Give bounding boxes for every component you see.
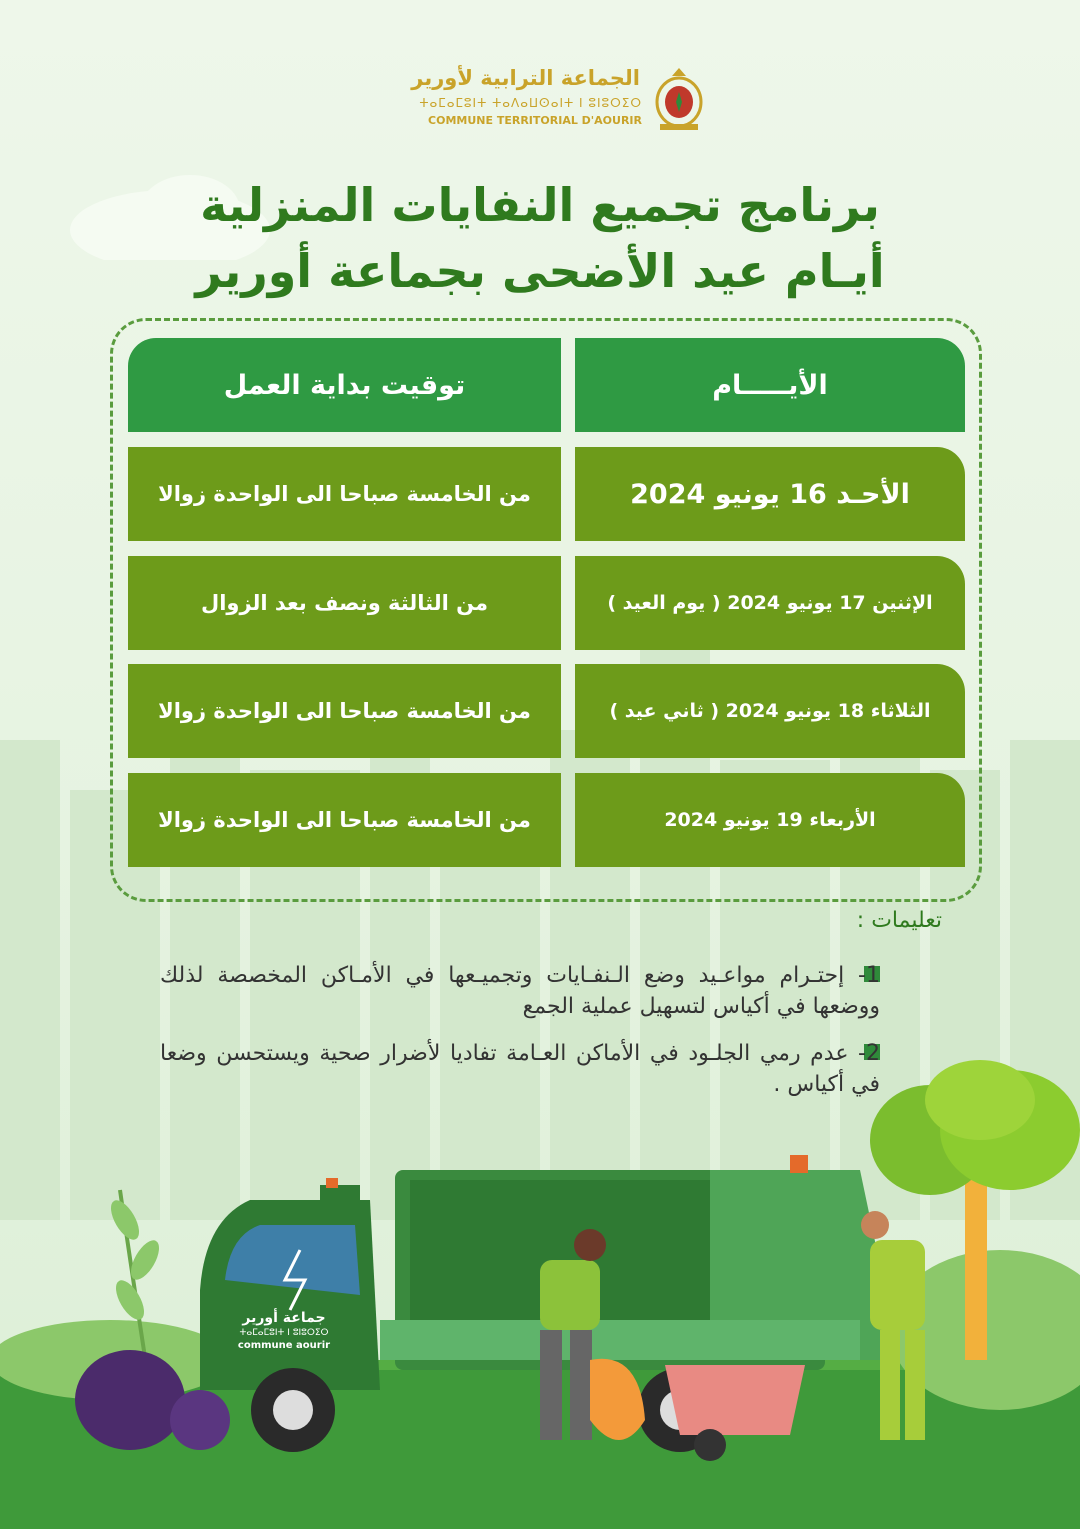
page-title-line2: أيـام عيد الأضحى بجماعة أورير [195,244,885,298]
truck-label-french: commune aourir [237,1340,331,1351]
table-cell-day: الأحـد 16 يونيو 2024 [575,447,965,541]
table-cell-time: من الخامسة صباحا الى الواحدة زوالا [128,773,561,867]
commune-name-french: COMMUNE TERRITORIAL D'AOURIR [428,114,642,127]
instruction-item: 2- عدم رمي الجلـود في الأماكن العـامة تفاديا لأضرار صحية ويستحسن وضعا في أكياس . [160,1041,880,1097]
table-cell-time: من الثالثة ونصف بعد الزوال [128,556,561,650]
table-header-time: توقيت بداية العمل [128,338,561,432]
instructions-title: تعليمات : [856,908,942,933]
instruction-item: 1- إحتـرام مواعـيد وضع الـنفـايات وتجميـعها في الأمـاكن المخصصة لذلك ووضعها في أكياس لتسهيل عملية الجمع [160,963,880,1019]
table-cell-day: الأربعاء 19 يونيو 2024 [575,773,965,867]
header [0,60,1080,140]
table-cell-day: الإثنين 17 يونيو 2024 ( يوم العيد ) [575,556,965,650]
garbage-truck-illustration [0,1060,1080,1529]
table-cell-day: الثلاثاء 18 يونيو 2024 ( ثاني عيد ) [575,664,965,758]
truck-label-arabic: جماعة أورير [242,1310,326,1326]
table-header-days: الأيـــــام [575,338,965,432]
commune-name-arabic: الجماعة الترابية لأورير [411,66,640,90]
commune-name-tifinagh: ⵜⴰⵎⴰⵎⵓⵏⵜ ⵜⴰⴷⴰⵡⵙⴰⵏⵜ ⵏ ⵓⵏⵓⵔⵉⵔ [419,96,642,110]
table-cell-time: من الخامسة صباحا الى الواحدة زوالا [128,664,561,758]
coat-of-arms-icon [650,66,708,132]
table-cell-time: من الخامسة صباحا الى الواحدة زوالا [128,447,561,541]
truck-label-tifinagh: ⵜⴰⵎⴰⵎⵓⵏⵜ ⵏ ⵓⵏⵓⵔⵉⵔ [239,1328,329,1338]
page-title-line1: برنامج تجميع النفايات المنزلية [200,178,880,232]
